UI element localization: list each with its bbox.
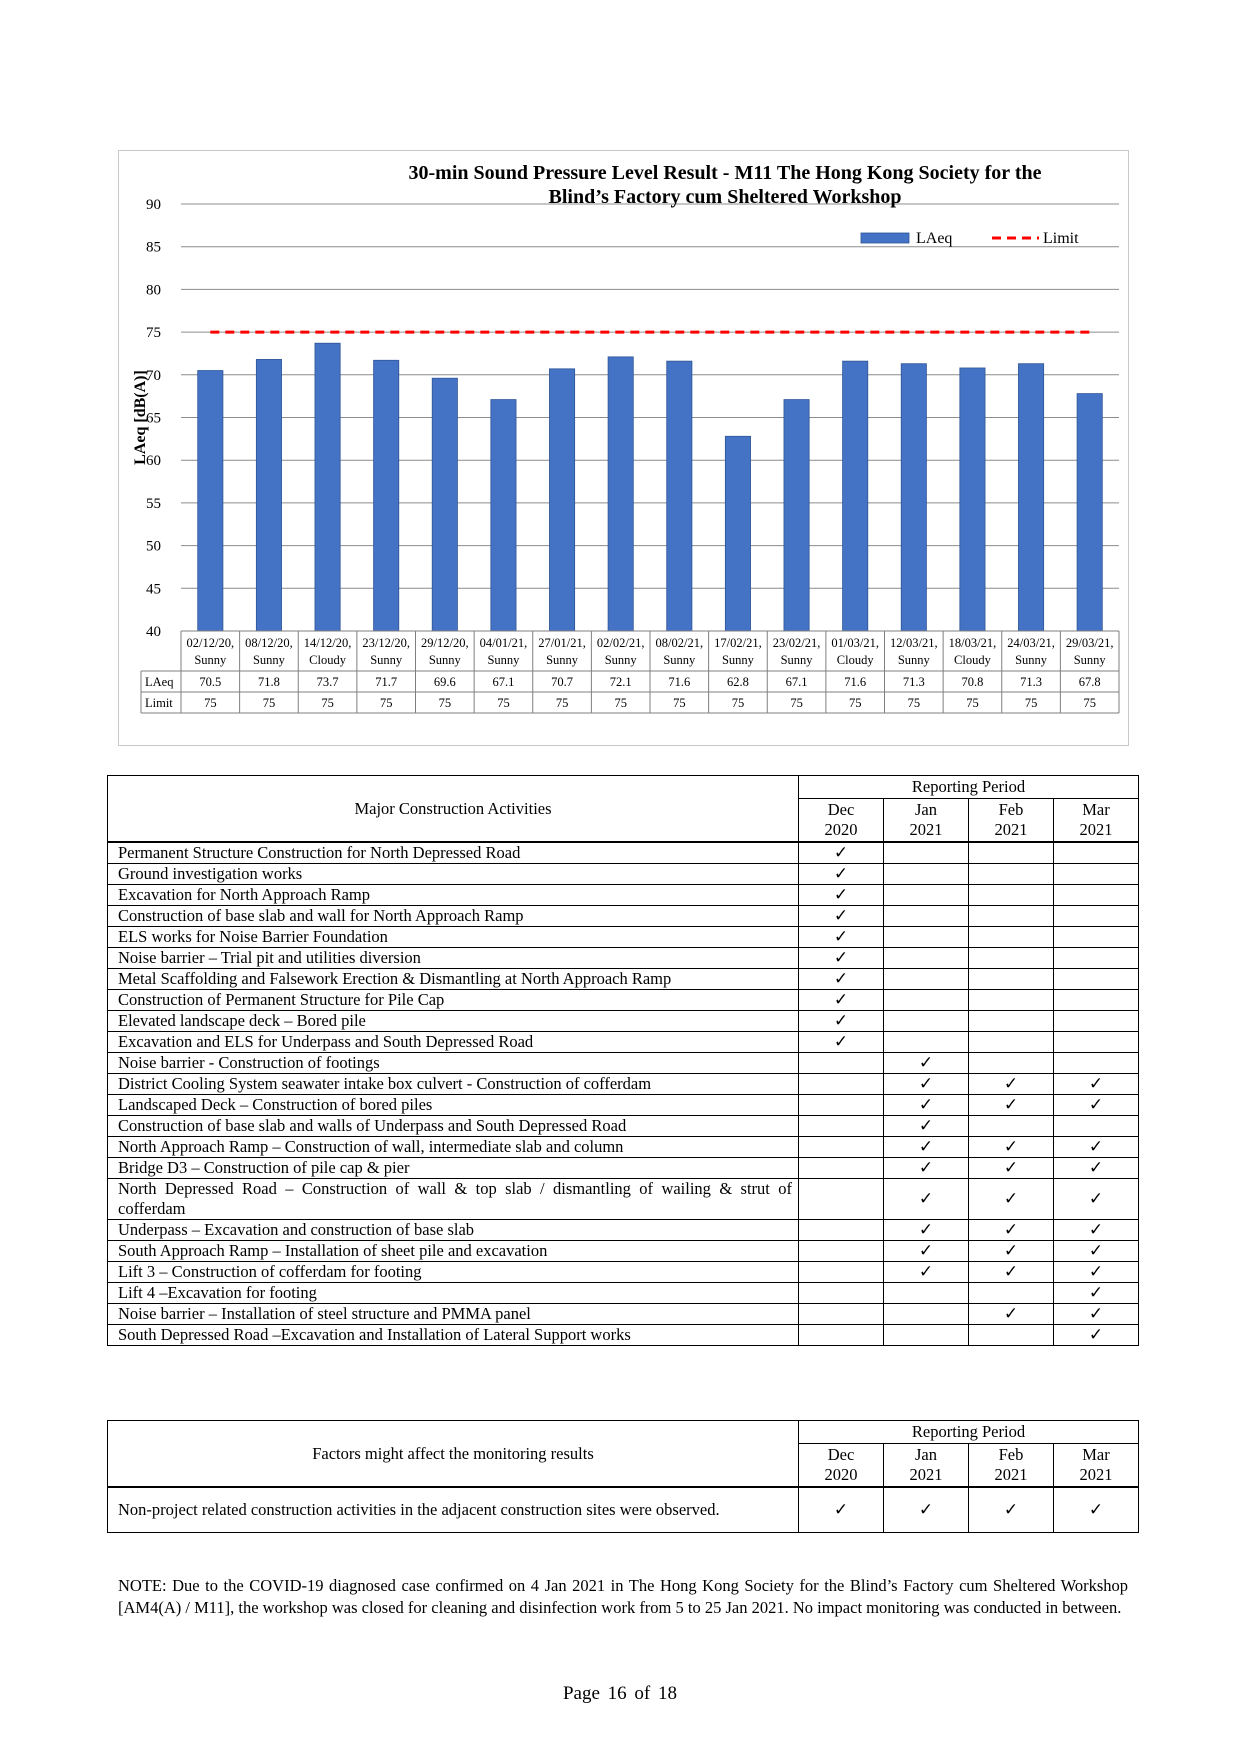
check-mark-cell: ✓	[969, 1158, 1054, 1179]
activity-label: Excavation for North Approach Ramp	[108, 885, 799, 906]
check-mark-cell	[884, 1283, 969, 1304]
activities-header: Major Construction Activities	[108, 776, 799, 843]
table-value: 75	[555, 696, 569, 710]
weather-label: Sunny	[1015, 653, 1048, 667]
table-value: 72.1	[609, 675, 632, 689]
check-mark-cell: ✓	[884, 1053, 969, 1074]
y-tick-label: 75	[146, 325, 161, 342]
table-row	[108, 1220, 1139, 1241]
check-mark-cell: ✓	[884, 1074, 969, 1095]
check-mark-cell	[969, 1032, 1054, 1053]
table-row	[108, 927, 1139, 948]
check-mark-cell: ✓	[969, 1137, 1054, 1158]
month-header	[799, 1444, 884, 1488]
check-mark-cell	[969, 864, 1054, 885]
check-mark-cell	[884, 864, 969, 885]
table-row	[108, 1179, 1139, 1220]
table-row	[108, 1325, 1139, 1346]
bar-laeq	[549, 369, 574, 631]
table-value: 75	[262, 696, 276, 710]
check-mark-cell: ✓	[799, 842, 884, 864]
activity-label: Elevated landscape deck – Bored pile	[108, 1011, 799, 1032]
check-mark-cell	[1054, 1116, 1139, 1137]
weather-label: Cloudy	[836, 653, 874, 667]
check-mark-cell: ✓	[884, 1487, 969, 1533]
check-mark-cell: ✓	[1054, 1283, 1139, 1304]
check-mark-cell	[969, 1283, 1054, 1304]
bar-laeq	[843, 361, 868, 631]
activity-label: South Approach Ramp – Installation of sheet pile and excavation	[108, 1241, 799, 1262]
table-row	[108, 990, 1139, 1011]
check-mark-cell: ✓	[1054, 1095, 1139, 1116]
bar-laeq	[374, 360, 399, 631]
legend-swatch-laeq	[861, 233, 909, 243]
factors-table	[107, 1420, 1139, 1533]
check-mark-cell	[969, 990, 1054, 1011]
month-label: Mar	[1082, 800, 1110, 819]
month-label: Feb	[998, 1445, 1024, 1464]
activity-label: Lift 3 – Construction of cofferdam for footing	[108, 1262, 799, 1283]
month-header	[884, 1444, 969, 1488]
check-mark-cell: ✓	[1054, 1262, 1139, 1283]
check-mark-cell	[1054, 1032, 1139, 1053]
check-mark-cell	[1054, 1011, 1139, 1032]
check-mark-cell: ✓	[969, 1074, 1054, 1095]
y-tick-label: 50	[146, 538, 161, 555]
month-header	[969, 799, 1054, 843]
table-value: 75	[379, 696, 393, 710]
check-mark-cell: ✓	[884, 1220, 969, 1241]
check-mark-cell: ✓	[969, 1179, 1054, 1220]
check-mark-cell	[1054, 948, 1139, 969]
table-value: 75	[907, 696, 921, 710]
check-mark-cell	[799, 1283, 884, 1304]
check-mark-cell	[884, 948, 969, 969]
check-mark-cell	[799, 1137, 884, 1158]
table-value: 71.7	[375, 675, 398, 689]
weather-label: Sunny	[897, 653, 930, 667]
y-tick-label: 40	[146, 624, 161, 640]
table-value: 67.1	[785, 675, 808, 689]
x-tick-label: 02/12/20,	[186, 636, 235, 650]
x-tick-label: 29/03/21,	[1065, 636, 1114, 650]
check-mark-cell: ✓	[1054, 1487, 1139, 1533]
check-mark-cell	[799, 1262, 884, 1283]
check-mark-cell	[969, 948, 1054, 969]
check-mark-cell	[1054, 842, 1139, 864]
reporting-period-header: Reporting Period	[799, 1421, 1139, 1444]
check-mark-cell: ✓	[969, 1262, 1054, 1283]
table-value: 75	[848, 696, 862, 710]
chart-title: 30-min Sound Pressure Level Result - M11 The Hong Kong Society for the	[408, 162, 1042, 184]
x-tick-label: 08/02/21,	[655, 636, 704, 650]
reporting-period-header: Reporting Period	[799, 776, 1139, 799]
table-row	[108, 1137, 1139, 1158]
weather-label: Sunny	[604, 653, 637, 667]
check-mark-cell	[1054, 906, 1139, 927]
check-mark-cell: ✓	[799, 864, 884, 885]
table-value: 71.3	[1020, 675, 1042, 689]
table-row	[108, 1262, 1139, 1283]
check-mark-cell	[884, 927, 969, 948]
year-label: 2020	[824, 820, 858, 839]
check-mark-cell: ✓	[799, 1032, 884, 1053]
check-mark-cell	[884, 842, 969, 864]
note-text: NOTE: Due to the COVID-19 diagnosed case confirmed on 4 Jan 2021 in The Hong Kong Society for the Blind’s Factory cum Sheltered Workshop [AM4(A) / M11], the workshop was closed for cleaning and disinfection work from 5 to 25 Jan 2021. No impact monitoring was conducted in between.	[118, 1576, 1128, 1617]
month-label: Jan	[915, 1445, 937, 1464]
check-mark-cell: ✓	[884, 1137, 969, 1158]
check-mark-cell: ✓	[969, 1220, 1054, 1241]
weather-label: Sunny	[1073, 653, 1106, 667]
table-row	[108, 885, 1139, 906]
year-label: 2021	[994, 1465, 1028, 1484]
bar-laeq	[960, 368, 985, 631]
bar-laeq	[198, 371, 223, 631]
check-mark-cell: ✓	[969, 1304, 1054, 1325]
table-value: 71.6	[668, 675, 691, 689]
table-value: 73.7	[316, 675, 339, 689]
y-tick-label: 80	[146, 282, 161, 299]
x-tick-label: 24/03/21,	[1007, 636, 1055, 650]
table-value: 70.5	[199, 675, 222, 689]
y-tick-label: 65	[146, 410, 161, 427]
check-mark-cell: ✓	[799, 1011, 884, 1032]
bar-laeq	[608, 357, 633, 631]
table-row	[108, 1095, 1139, 1116]
check-mark-cell: ✓	[969, 1487, 1054, 1533]
check-mark-cell: ✓	[1054, 1158, 1139, 1179]
check-mark-cell	[884, 1325, 969, 1346]
month-header	[1054, 799, 1139, 843]
bar-laeq	[725, 436, 750, 631]
check-mark-cell	[1054, 990, 1139, 1011]
table-value: 71.6	[844, 675, 867, 689]
check-mark-cell	[799, 1304, 884, 1325]
activity-label: Ground investigation works	[108, 864, 799, 885]
check-mark-cell	[969, 1011, 1054, 1032]
x-tick-label: 23/02/21,	[772, 636, 821, 650]
table-value: 75	[790, 696, 803, 710]
check-mark-cell	[969, 969, 1054, 990]
check-mark-cell: ✓	[799, 927, 884, 948]
check-mark-cell	[969, 1325, 1054, 1346]
bar-laeq	[901, 364, 926, 631]
table-value: 70.8	[961, 675, 984, 689]
check-mark-cell: ✓	[799, 906, 884, 927]
check-mark-cell: ✓	[969, 1241, 1054, 1262]
check-mark-cell	[884, 906, 969, 927]
check-mark-cell: ✓	[884, 1116, 969, 1137]
table-value: 75	[438, 696, 452, 710]
check-mark-cell: ✓	[799, 885, 884, 906]
weather-label: Sunny	[194, 653, 227, 667]
x-tick-label: 01/03/21,	[831, 636, 879, 650]
check-mark-cell: ✓	[884, 1179, 969, 1220]
bar-laeq	[667, 361, 692, 631]
activity-label: Construction of Permanent Structure for Pile Cap	[108, 990, 799, 1011]
check-mark-cell	[969, 906, 1054, 927]
check-mark-cell: ✓	[884, 1095, 969, 1116]
activity-label: South Depressed Road –Excavation and Installation of Lateral Support works	[108, 1325, 799, 1346]
table-value: 75	[1024, 696, 1038, 710]
table-row	[108, 1283, 1139, 1304]
bar-laeq	[1018, 364, 1043, 631]
check-mark-cell: ✓	[884, 1241, 969, 1262]
year-label: 2021	[909, 1465, 943, 1484]
activities-table	[107, 775, 1139, 1346]
check-mark-cell	[799, 1116, 884, 1137]
activity-label: Lift 4 –Excavation for footing	[108, 1283, 799, 1304]
bar-laeq	[784, 400, 809, 631]
table-row	[108, 1304, 1139, 1325]
table-value: 75	[966, 696, 979, 710]
check-mark-cell	[884, 885, 969, 906]
check-mark-cell	[1054, 927, 1139, 948]
month-label: Feb	[998, 800, 1024, 819]
check-mark-cell	[799, 1095, 884, 1116]
year-label: 2021	[1079, 820, 1113, 839]
table-value: 75	[204, 696, 217, 710]
chart-container	[118, 150, 1129, 746]
check-mark-cell	[799, 1241, 884, 1262]
month-header	[1054, 1444, 1139, 1488]
check-mark-cell: ✓	[799, 990, 884, 1011]
page-number: Page 16 of 18	[562, 1683, 677, 1704]
table-row	[108, 948, 1139, 969]
y-tick-label: 55	[146, 495, 161, 512]
bar-laeq	[315, 343, 340, 631]
check-mark-cell	[969, 1116, 1054, 1137]
weather-label: Sunny	[780, 653, 813, 667]
table-row	[108, 1487, 1139, 1533]
table-row-label: LAeq	[145, 675, 174, 689]
check-mark-cell	[969, 842, 1054, 864]
y-tick-label: 70	[146, 367, 161, 384]
check-mark-cell	[969, 927, 1054, 948]
year-label: 2021	[994, 820, 1028, 839]
table-row	[108, 969, 1139, 990]
weather-label: Sunny	[370, 653, 403, 667]
x-tick-label: 14/12/20,	[303, 636, 352, 650]
weather-label: Sunny	[487, 653, 520, 667]
table-value: 75	[1083, 696, 1096, 710]
month-label: Dec	[827, 800, 855, 819]
month-header	[799, 799, 884, 843]
activity-label: Noise barrier – Trial pit and utilities diversion	[108, 948, 799, 969]
check-mark-cell: ✓	[799, 948, 884, 969]
check-mark-cell	[884, 1304, 969, 1325]
table-row	[108, 864, 1139, 885]
check-mark-cell	[799, 1220, 884, 1241]
activity-label: Noise barrier - Construction of footings	[108, 1053, 799, 1074]
check-mark-cell	[969, 885, 1054, 906]
month-label: Jan	[915, 800, 937, 819]
table-row	[108, 1074, 1139, 1095]
table-row	[108, 1053, 1139, 1074]
table-value: 75	[321, 696, 334, 710]
x-tick-label: 08/12/20,	[245, 636, 293, 650]
month-label: Dec	[827, 1445, 855, 1464]
table-row	[108, 842, 1139, 864]
table-value: 75	[497, 696, 510, 710]
x-tick-label: 29/12/20,	[421, 636, 469, 650]
x-tick-label: 02/02/21,	[596, 636, 645, 650]
y-tick-label: 85	[146, 239, 161, 256]
y-tick-label: 45	[146, 581, 161, 598]
activity-label: Noise barrier – Installation of steel structure and PMMA panel	[108, 1304, 799, 1325]
year-label: 2021	[909, 820, 943, 839]
table-row	[108, 1241, 1139, 1262]
table-value: 70.7	[551, 675, 573, 689]
x-tick-label: 18/03/21,	[948, 636, 997, 650]
check-mark-cell	[884, 1032, 969, 1053]
table-row	[108, 1158, 1139, 1179]
table-value: 69.6	[433, 675, 456, 689]
check-mark-cell	[799, 1158, 884, 1179]
check-mark-cell	[799, 1179, 884, 1220]
check-mark-cell	[1054, 969, 1139, 990]
x-tick-label: 12/03/21,	[890, 636, 938, 650]
table-value: 75	[614, 696, 627, 710]
weather-label: Cloudy	[954, 653, 991, 667]
bar-laeq	[432, 378, 457, 631]
legend-label-laeq: LAeq	[916, 230, 953, 247]
check-mark-cell: ✓	[1054, 1137, 1139, 1158]
bar-chart	[119, 151, 1130, 747]
check-mark-cell: ✓	[1054, 1304, 1139, 1325]
bar-laeq	[256, 359, 281, 631]
weather-label: Sunny	[663, 653, 696, 667]
activity-label: Construction of base slab and walls of Underpass and South Depressed Road	[108, 1116, 799, 1137]
check-mark-cell: ✓	[1054, 1220, 1139, 1241]
check-mark-cell: ✓	[969, 1095, 1054, 1116]
check-mark-cell	[799, 1074, 884, 1095]
table-value: 75	[731, 696, 745, 710]
factors-header: Factors might affect the monitoring results	[108, 1421, 799, 1488]
month-label: Mar	[1082, 1445, 1110, 1464]
check-mark-cell: ✓	[884, 1262, 969, 1283]
check-mark-cell: ✓	[1054, 1179, 1139, 1220]
weather-label: Cloudy	[309, 653, 346, 667]
check-mark-cell	[969, 1053, 1054, 1074]
check-mark-cell	[884, 990, 969, 1011]
month-header	[884, 799, 969, 843]
activity-label: ELS works for Noise Barrier Foundation	[108, 927, 799, 948]
y-axis-label: LAeq [dB(A)]	[132, 370, 149, 465]
table-value: 67.1	[492, 675, 515, 689]
activity-label: Underpass – Excavation and construction of base slab	[108, 1220, 799, 1241]
weather-label: Sunny	[721, 653, 754, 667]
activity-label: Landscaped Deck – Construction of bored piles	[108, 1095, 799, 1116]
table-value: 71.8	[258, 675, 280, 689]
activity-label: Non-project related construction activities in the adjacent construction sites were observed.	[108, 1487, 799, 1533]
month-header	[969, 1444, 1054, 1488]
table-value: 67.8	[1078, 675, 1101, 689]
table-row	[108, 906, 1139, 927]
check-mark-cell	[799, 1053, 884, 1074]
activity-label: Permanent Structure Construction for North Depressed Road	[108, 842, 799, 864]
activity-label: Metal Scaffolding and Falsework Erection & Dismantling at North Approach Ramp	[108, 969, 799, 990]
y-tick-label: 60	[146, 453, 161, 470]
activity-label: Excavation and ELS for Underpass and South Depressed Road	[108, 1032, 799, 1053]
check-mark-cell	[1054, 1053, 1139, 1074]
activity-label: Construction of base slab and wall for North Approach Ramp	[108, 906, 799, 927]
x-tick-label: 27/01/21,	[538, 636, 586, 650]
check-mark-cell: ✓	[799, 1487, 884, 1533]
table-row	[108, 1032, 1139, 1053]
check-mark-cell: ✓	[799, 969, 884, 990]
chart-title: Blind’s Factory cum Sheltered Workshop	[548, 186, 902, 208]
table-row	[108, 1011, 1139, 1032]
weather-label: Sunny	[428, 653, 461, 667]
check-mark-cell: ✓	[884, 1158, 969, 1179]
table-value: 75	[673, 696, 686, 710]
weather-label: Sunny	[252, 653, 285, 667]
activity-label: North Approach Ramp – Construction of wall, intermediate slab and column	[108, 1137, 799, 1158]
check-mark-cell: ✓	[1054, 1074, 1139, 1095]
x-tick-label: 17/02/21,	[714, 636, 762, 650]
table-row	[108, 1116, 1139, 1137]
table-value: 71.3	[902, 675, 925, 689]
check-mark-cell: ✓	[1054, 1241, 1139, 1262]
check-mark-cell: ✓	[1054, 1325, 1139, 1346]
x-tick-label: 23/12/20,	[362, 636, 410, 650]
y-tick-label: 90	[146, 197, 161, 213]
legend-label-limit: Limit	[1043, 230, 1079, 247]
activity-label: District Cooling System seawater intake box culvert - Construction of cofferdam	[108, 1074, 799, 1095]
year-label: 2021	[1079, 1465, 1113, 1484]
bar-laeq	[1077, 394, 1102, 631]
table-value: 62.8	[727, 675, 749, 689]
check-mark-cell	[1054, 864, 1139, 885]
activity-label: North Depressed Road – Construction of wall & top slab / dismantling of wailing & strut of cofferdam	[108, 1179, 799, 1220]
activity-label: Bridge D3 – Construction of pile cap & pier	[108, 1158, 799, 1179]
check-mark-cell	[1054, 885, 1139, 906]
x-tick-label: 04/01/21,	[479, 636, 528, 650]
check-mark-cell	[799, 1325, 884, 1346]
table-row-label: Limit	[145, 696, 173, 710]
weather-label: Sunny	[546, 653, 579, 667]
check-mark-cell	[884, 969, 969, 990]
check-mark-cell	[884, 1011, 969, 1032]
year-label: 2020	[824, 1465, 858, 1484]
bar-laeq	[491, 400, 516, 631]
